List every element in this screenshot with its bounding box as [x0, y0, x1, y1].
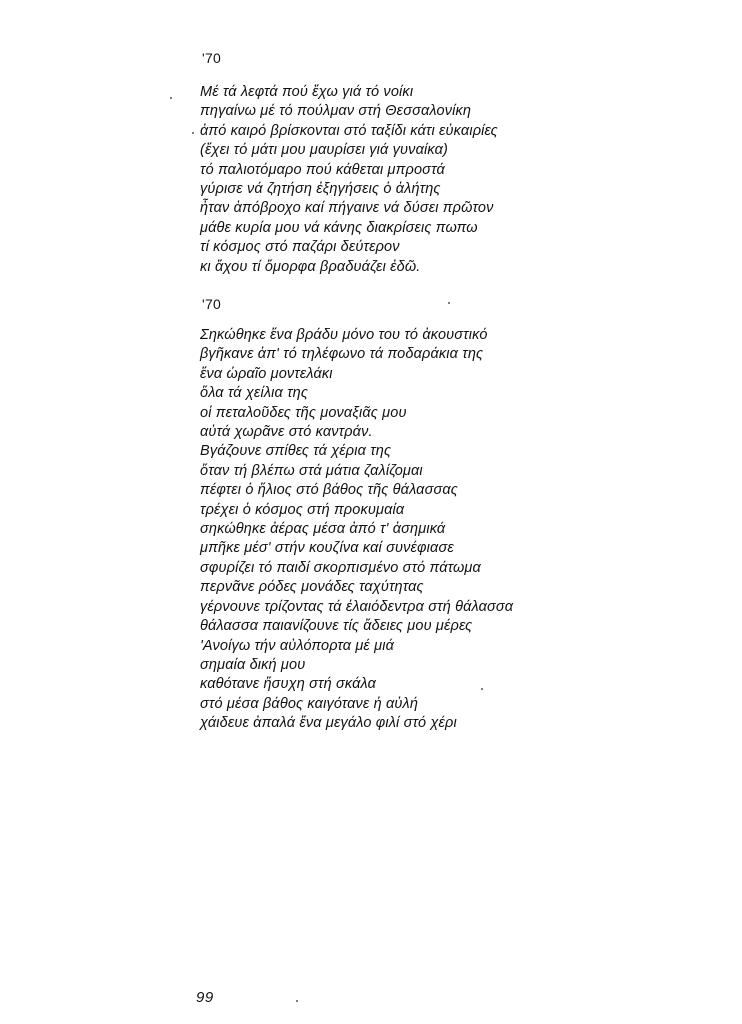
poem-line: Μέ τά λεφτά πού ἔχω γιά τό νοίκι [200, 84, 414, 100]
poem-line: Σηκώθηκε ἕνα βράδυ μόνο του τό ἀκουστικό [200, 327, 488, 343]
poem-line: γέρνουνε τρίζοντας τά ἐλαιόδεντρα στή θάλασσα [200, 598, 514, 615]
scan-speck [448, 302, 450, 304]
scan-speck [296, 1000, 298, 1002]
poem-line: ἀπό καιρό βρίσκονται στό ταξίδι κάτι εὐκαιρίες [200, 122, 498, 139]
poem-line: τί κόσμος στό παζάρι δεύτερον [200, 239, 400, 256]
scan-speck [170, 97, 172, 99]
poem-line: τρέχει ὁ κόσμος στή προκυμαία [200, 501, 405, 518]
poem-line: πηγαίνω μέ τό πούλμαν στή Θεσσαλονίκη [200, 103, 472, 120]
scan-speck [481, 688, 483, 690]
poem-line: σημαία δική μου [200, 656, 306, 673]
poem-line: κι ἄχου τί ὄμορφα βραδυάζει ἐδῶ. [200, 258, 421, 275]
poem-2-lines [200, 326, 620, 734]
poem-line: σηκώθηκε ἀέρας μέσα ἀπό τ' ἀσημικά [200, 521, 446, 538]
poem-line: Βγάζουνε σπίθες τά χέρια της [200, 443, 392, 460]
poem-line: μπῆκε μέσ' στήν κουζίνα καί συνέφιασε [200, 540, 454, 557]
poem-line: σφυρίζει τό παιδί σκορπισμένο στό πάτωμα [200, 559, 481, 576]
poem-line: θάλασσα παιανίζουνε τίς ἄδειες μου μέρες [200, 618, 473, 635]
poem-1-year: '70 [202, 50, 222, 66]
poem-line: ἕνα ὡραῖο μοντελάκι [200, 365, 333, 382]
poem-line: στό μέσα βάθος καιγότανε ἡ αὐλή [200, 695, 419, 712]
poem-line: τό παλιοτόμαρο πού κάθεται μπροστά [200, 161, 445, 178]
poem-line: περνᾶνε ρόδες μονάδες ταχύτητας [200, 579, 424, 596]
poem-line: πέφτει ὁ ἥλιος στό βάθος τῆς θάλασσας [200, 482, 458, 499]
page-number: 99 [196, 989, 214, 1006]
poem-line: μάθε κυρία μου νά κάνης διακρίσεις πωπω [200, 219, 478, 236]
poem-line: ὅταν τή βλέπω στά μάτια ζαλίζομαι [200, 462, 423, 479]
poem-line: (ἔχει τό μάτι μου μαυρίσει γιά γυναίκα) [200, 142, 448, 159]
poem-line: 'Ανοίγω τήν αὐλόπορτα μέ μιά [200, 637, 395, 654]
poem-line: βγῆκανε ἀπ' τό τηλέφωνο τά ποδαράκια της [200, 346, 484, 363]
poem-line: γύρισε νά ζητήση ἐξηγήσεις ὁ ἀλήτης [200, 181, 441, 198]
poem-1 [200, 49, 620, 277]
poem-line: αὐτά χωρᾶνε στό καντράν. [200, 424, 373, 441]
poem-line: καθότανε ἥσυχη στή σκάλα [200, 676, 376, 693]
poem-2 [200, 295, 620, 734]
poem-line: ἦταν ἀπόβροχο καί πήγαινε νά δύσει πρῶτον [200, 200, 494, 217]
poem-2-year: '70 [202, 296, 222, 312]
scan-speck [192, 132, 194, 134]
poem-line: χάιδευε ἀπαλά ἕνα μεγάλο φιλί στό χέρι [200, 715, 457, 732]
poem-line: οἱ πεταλοῦδες τῆς μοναξιᾶς μου [200, 404, 407, 421]
poem-1-lines [200, 83, 620, 277]
poem-line: ὅλα τά χείλια της [200, 385, 309, 402]
